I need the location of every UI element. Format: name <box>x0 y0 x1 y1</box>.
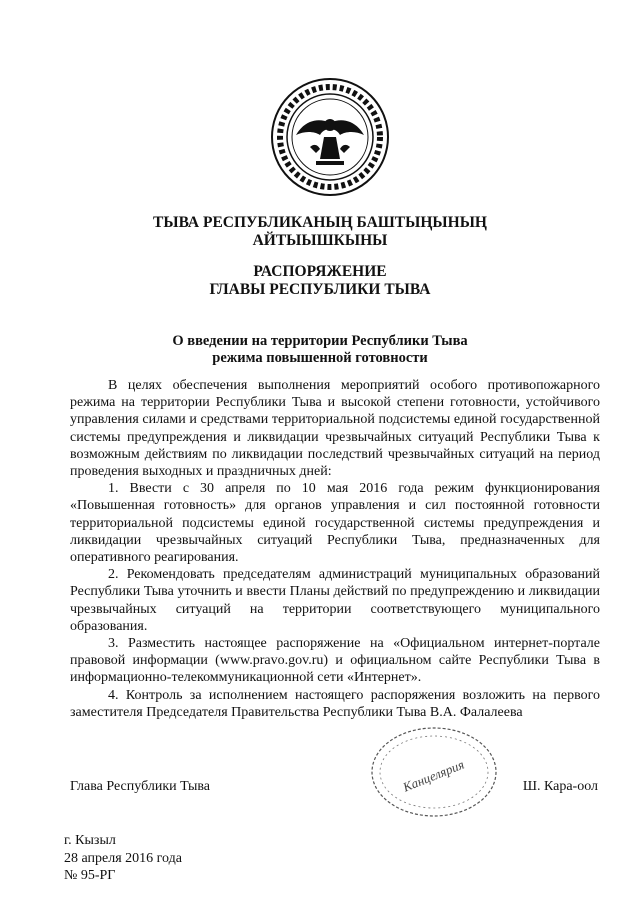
authority-title-line1: ТЫВА РЕСПУБЛИКАНЫҢ БАШТЫҢЫНЫҢ <box>153 214 487 231</box>
paragraph-item-3: 3. Разместить настоящее распоряжение на «Официальном интернет-портале правовой информации (www.pravo.gov.ru) и официальном сайте Республики Тыва в информационно-телекоммуникационной сети «Интернет». <box>70 636 600 686</box>
document-subject-line2: режима повышенной готовности <box>212 350 428 366</box>
document-subject <box>0 333 640 367</box>
issue-city: г. Кызыл <box>64 833 116 848</box>
signatory-position: Глава Республики Тыва <box>70 779 211 794</box>
coat-of-arms-icon <box>270 77 390 197</box>
issue-number: № 95-РГ <box>64 868 116 883</box>
document-subject-line1: О введении на территории Республики Тыва <box>172 333 468 349</box>
issue-date: 28 апреля 2016 года <box>64 850 182 866</box>
document-type-line2: ГЛАВЫ РЕСПУБЛИКИ ТЫВА <box>209 281 431 298</box>
document-type-line1: РАСПОРЯЖЕНИЕ <box>253 263 387 280</box>
document-body <box>70 377 600 721</box>
paragraph-preamble: В целях обеспечения выполнения мероприятий особого противопожарного режима на территории Республики Тыва и высокой степени готовности, устойчивого управления силами и средствами территориальной подсистемы единой государственной системы предупреждения и ликвидации чрезвычайных ситуаций Республики Тыва к возможным действиям по ликвидации последствий чрезвычайных ситуаций на период проведения выходных и праздничных дней: <box>70 378 600 480</box>
signatory-name: Ш. Кара-оол <box>522 779 598 794</box>
issue-details <box>64 832 182 885</box>
office-stamp <box>364 722 504 822</box>
document-type <box>0 263 640 299</box>
paragraph-item-1: 1. Ввести с 30 апреля по 10 мая 2016 года режим функционирования «Повышенная готовность» для органов управления и сил постоянной готовности территориальной подсистемы единой государственной системы предупреждения и ликвидации чрезвычайных ситуаций Республики Тыва, предназначенных для оперативного реагирования. <box>70 481 600 566</box>
stamp-text: Канцелярия <box>400 756 467 795</box>
authority-title-line2: АЙТЫЫШКЫНЫ <box>252 232 388 249</box>
authority-title <box>0 214 640 250</box>
paragraph-item-4: 4. Контроль за исполнением настоящего распоряжения возложить на первого заместителя Председателя Правительства Республики Тыва В.А. Фалалеева <box>70 687 600 720</box>
paragraph-item-2: 2. Рекомендовать председателям администраций муниципальных образований Республики Тыва уточнить и ввести Планы действий по предупреждению и ликвидации чрезвычайных ситуаций на территории соответствующего муниципального образования. <box>70 567 600 634</box>
